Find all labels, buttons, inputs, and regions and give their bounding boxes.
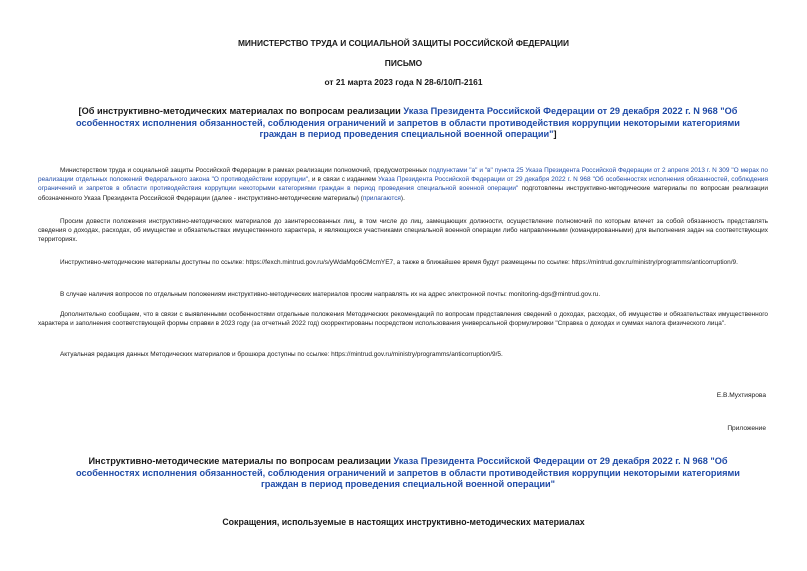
paragraph-4	[38, 290, 768, 299]
decree-309-link[interactable]: подпунктами "а" и "в" пункта 25 Указа Президента Российской Федерации от 2 апреля 2013 г. N 309 "О мерах по реализации отдельных положений Федерального закона "О противодействии коррупции"	[38, 167, 768, 184]
ministry-heading: МИНИСТЕРСТВО ТРУДА И СОЦИАЛЬНОЙ ЗАЩИТЫ РОССИЙСКОЙ ФЕДЕРАЦИИ	[237, 38, 570, 48]
paragraph-5	[38, 310, 768, 328]
p1-text-4: ).	[400, 194, 405, 202]
letter-title	[58, 106, 758, 141]
p1-text-3: подготовлены инструктивно-методические материалы по вопросам реализации обозначенного Указа Президента Российской Федерации (далее - инструктивно-методические материалы) (	[38, 185, 768, 202]
title-decree-link[interactable]: Указа Президента Российской Федерации от 29 декабря 2022 г. N 968 "Об особенностях исполнения обязанностей, соблюдения ограничений и запретов в области противодействия коррупции некоторыми категориями граждан в период проведения специальной военной операции"	[76, 106, 740, 139]
p5-text: Дополнительно сообщаем, что в связи с выявленными особенностями отдельные положения Методических рекомендаций по вопросам представления сведений о доходах, расходах, об имуществе и обязательствах имущественного характера и заполнения соответствующей формы справки в 2023 году (за отчетный 2022 год) скорректированы посредством использования универсальной формулировки "Справка о доходах и суммах налога физического лица".	[38, 311, 768, 328]
paragraph-1	[38, 166, 768, 203]
paragraph-6	[38, 350, 768, 359]
decree-968-link[interactable]: Указа Президента Российской Федерации от 29 декабря 2022 г. N 968 "Об особенностях исполнения обязанностей, соблюдения ограничений и запретов в области противодействия коррупции некоторыми категориями граждан в период проведения специальной военной операции"	[38, 176, 768, 193]
abbreviations-heading: Сокращения, используемые в настоящих инструктивно-методических материалах	[222, 517, 585, 527]
paragraph-2	[38, 217, 768, 245]
appendix-title-prefix: Инструктивно-методические материалы по вопросам реализации	[88, 456, 394, 466]
appendix-decree-link[interactable]: Указа Президента Российской Федерации от 29 декабря 2022 г. N 968 "Об особенностях исполнения обязанностей, соблюдения ограничений и запретов в области противодействия коррупции некоторыми категориями граждан в период проведения специальной военной операции"	[76, 456, 740, 489]
signature: Е.В.Мухтиярова	[716, 392, 766, 399]
title-prefix: [Об инструктивно-методических материалах по вопросам реализации	[78, 106, 404, 116]
doc-type-heading: ПИСЬМО	[384, 58, 423, 68]
p4-text: В случае наличия вопросов по отдельным положениям инструктивно-методических материалов просим направлять их на адрес электронной почты: monitoring-dgs@mintrud.gov.ru.	[60, 291, 601, 298]
p3-text: Инструктивно-методические материалы доступны по ссылке: https://fexch.mintrud.gov.ru/s/yWdaMqo6CMcmYE7, а также в ближайшее время будут размещены по ссылке: https://mintrud.gov.ru/ministry/programms/anticorruption/9.	[60, 259, 738, 266]
attached-link[interactable]: прилагаются	[362, 194, 401, 202]
p1-text-1: Министерством труда и социальной защиты Российской Федерации в рамках реализации полномочий, предусмотренных	[60, 167, 430, 174]
paragraph-3	[38, 258, 768, 267]
p6-text: Актуальная редакция данных Методических материалов и брошюра доступны по ссылке: https://mintrud.gov.ru/ministry/programms/anticorruption/9/5.	[60, 351, 503, 358]
appendix-title	[58, 456, 758, 491]
p2-text: Просим довести положения инструктивно-методических материалов до заинтересованных лиц, в том числе до лиц, замещающих должности, осуществление полномочий по которым влечет за собой обязанность представлять сведения о доходах, расходах, об имуществе и обязательствах имущественного характера, и являющихся участниками специальной военной операции либо направленными (командированными) для выполнения задач на соответствующих территориях.	[38, 218, 768, 244]
title-suffix: ]	[553, 129, 557, 139]
p1-text-2: , и в связи с изданием	[308, 176, 379, 184]
appendix-label: Приложение	[727, 425, 766, 432]
date-number: от 21 марта 2023 года N 28-6/10/П-2161	[324, 77, 483, 87]
